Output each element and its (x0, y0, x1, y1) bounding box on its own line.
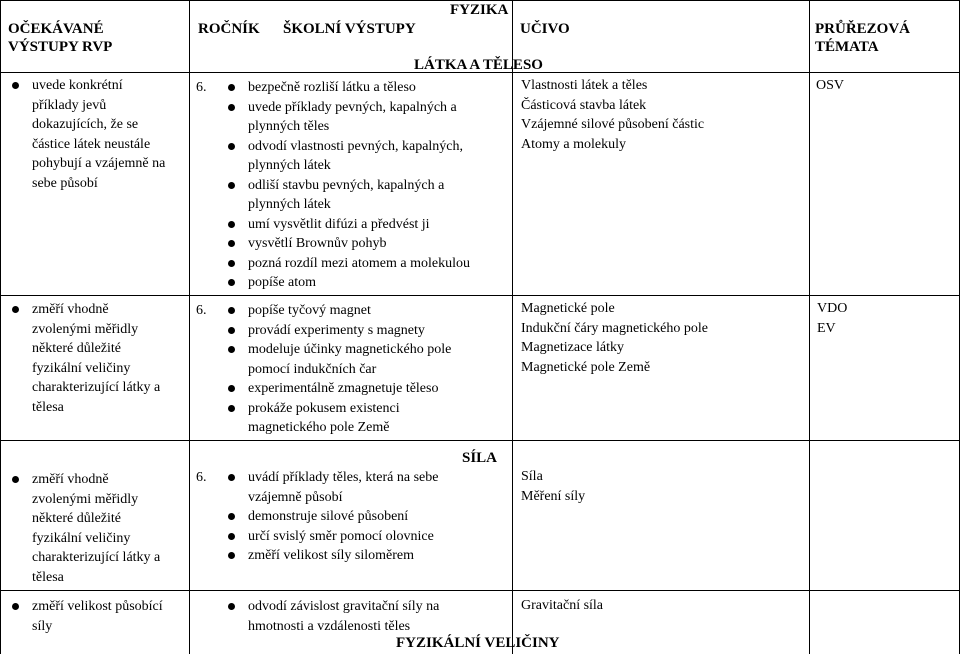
output-line: uvede příklady pevných, kapalných a (248, 99, 457, 115)
row3-output-item (224, 468, 438, 507)
row2-rvp-line: některé důležité (32, 341, 122, 356)
row1-outputs-list (224, 78, 470, 293)
row1-rvp-list (8, 76, 165, 193)
row3-output-item (224, 507, 438, 527)
row2-output-item (224, 301, 451, 321)
output-line: popíše atom (248, 275, 317, 290)
output-line: magnetického pole Země (248, 420, 390, 435)
row4-outputs-list (224, 597, 439, 636)
output-line: hmotnosti a vzdálenosti těles (248, 618, 411, 634)
header-col-rvp-line2: VÝSTUPY RVP (8, 39, 113, 55)
row2-rvp-line: tělesa (32, 399, 64, 415)
row4-output-item (224, 597, 439, 636)
row4-rvp-list (8, 597, 163, 636)
col-border-1 (189, 0, 190, 654)
row1-rvp-line: částice látek neustále (32, 136, 151, 152)
row3-grade: 6. (196, 470, 207, 485)
row1-rvp-line: dokazujících, že se (32, 117, 139, 132)
output-line: experimentálně zmagnetuje těleso (248, 381, 439, 396)
row2-rvp-item (8, 300, 160, 417)
content-line: Vzájemné silové působení částic (521, 117, 705, 132)
content-line: Atomy a molekuly (521, 136, 626, 152)
content-line: Magnetické pole Země (521, 359, 651, 375)
header-col-content: UČIVO (520, 21, 570, 37)
output-line: odliší stavbu pevných, kapalných a (248, 177, 445, 193)
theme-line: VDO (817, 301, 848, 316)
output-line: uvádí příklady těles, která na sebe (248, 470, 439, 485)
row3-rvp-line: zvolenými měřidly (32, 491, 139, 507)
col-border-0 (0, 0, 1, 654)
content-line: Magnetické pole (521, 301, 615, 316)
row3-rvp-list (8, 470, 160, 587)
output-line: plynných látek (248, 197, 331, 212)
row2-themes (817, 299, 847, 338)
content-line: Vlastnosti látek a těles (521, 78, 648, 93)
output-line: pozná rozdíl mezi atomem a molekulou (248, 255, 470, 271)
output-line: vysvětlí Brownův pohyb (248, 236, 387, 251)
row2-rvp-line: fyzikální veličiny (32, 360, 131, 376)
header-col-themes-line1: PRŮŘEZOVÁ (815, 21, 911, 37)
row4-rvp-line: změří velikost působící (32, 599, 163, 614)
row4-rvp-line: síly (32, 618, 53, 634)
row3-rvp-line: některé důležité (32, 511, 122, 526)
subject-title: FYZIKA (450, 2, 509, 18)
output-line: pomocí indukčních čar (248, 361, 377, 377)
header-col-themes-line2: TÉMATA (815, 39, 879, 55)
row1-grade: 6. (196, 80, 207, 95)
output-line: modeluje účinky magnetického pole (248, 342, 452, 357)
col-border-2 (512, 0, 513, 654)
row2-output-item (224, 340, 451, 379)
row3-outputs-list (224, 468, 438, 566)
output-line: vzájemně působí (248, 489, 343, 505)
row1-rvp-line: sebe působí (32, 175, 98, 191)
theme-line: EV (817, 320, 836, 336)
row2-output-item (224, 399, 451, 438)
row3-rvp-line: změří vhodně (32, 472, 109, 487)
row3-top-border (0, 440, 960, 441)
row3-output-item (224, 546, 438, 566)
output-line: bezpečně rozliší látku a těleso (248, 80, 416, 95)
row1-rvp-line: pohybují a vzájemně na (32, 156, 166, 171)
row2-rvp-line: změří vhodně (32, 302, 109, 317)
col-border-3 (809, 0, 810, 654)
row2-rvp-line: zvolenými měřidly (32, 321, 139, 337)
output-line: demonstruje silové působení (248, 509, 409, 524)
output-line: prokáže pokusem existenci (248, 400, 400, 416)
section-title-fyzikalni-veliciny: FYZIKÁLNÍ VELIČINY (396, 635, 560, 651)
row3-rvp-line: charakterizující látky a (32, 550, 161, 565)
output-line: odvodí vlastnosti pevných, kapalných, (248, 138, 464, 154)
row4-content (521, 596, 603, 616)
row1-content (521, 76, 704, 154)
header-col-grade: ROČNÍK (198, 21, 260, 37)
row2-grade: 6. (196, 303, 207, 318)
content-line: Síla (521, 469, 543, 484)
row1-output-item (224, 176, 470, 215)
row2-rvp-line: charakterizující látky a (32, 380, 161, 395)
row3-rvp-line: tělesa (32, 569, 64, 585)
output-line: plynných látek (248, 158, 331, 173)
output-line: popíše tyčový magnet (248, 303, 371, 318)
row1-rvp-line: příklady jevů (32, 97, 107, 113)
content-line: Magnetizace látky (521, 340, 625, 355)
row2-output-item (224, 321, 451, 341)
row2-rvp-list (8, 300, 160, 417)
row2-content (521, 299, 708, 377)
output-line: určí svislý směr pomocí olovnice (248, 528, 434, 544)
output-line: plynných těles (248, 119, 330, 134)
content-line: Gravitační síla (521, 598, 604, 613)
row1-output-item (224, 137, 470, 176)
row4-rvp-item (8, 597, 163, 636)
section-title-sila: SÍLA (462, 450, 498, 466)
row2-top-border (0, 295, 960, 296)
output-line: provádí experimenty s magnety (248, 322, 425, 338)
output-line: změří velikost síly siloměrem (248, 548, 415, 563)
output-line: umí vysvětlit difúzi a předvést ji (248, 216, 430, 232)
row3-rvp-item (8, 470, 160, 587)
row1-rvp-line: uvede konkrétní (32, 78, 123, 93)
row1-rvp-item (8, 76, 165, 193)
row1-output-item (224, 98, 470, 137)
output-line: odvodí závislost gravitační síly na (248, 599, 440, 614)
row4-top-border (0, 590, 960, 591)
row3-rvp-line: fyzikální veličiny (32, 530, 131, 546)
header-col-rvp-line1: OČEKÁVANÉ (8, 21, 104, 37)
row1-output-item (224, 215, 470, 235)
section-title-latka: LÁTKA A TĚLESO (414, 57, 543, 73)
row1-output-item (224, 254, 470, 274)
content-line: Indukční čáry magnetického pole (521, 320, 708, 336)
row1-output-item (224, 273, 470, 293)
row2-outputs-list (224, 301, 451, 438)
row1-theme: OSV (816, 78, 845, 93)
row2-output-item (224, 379, 451, 399)
row3-output-item (224, 527, 438, 547)
row1-output-item (224, 78, 470, 98)
content-line: Částicová stavba látek (521, 97, 647, 113)
row3-content (521, 467, 585, 506)
row1-output-item (224, 234, 470, 254)
content-line: Měření síly (521, 488, 586, 504)
header-col-outputs: ŠKOLNÍ VÝSTUPY (283, 21, 416, 37)
